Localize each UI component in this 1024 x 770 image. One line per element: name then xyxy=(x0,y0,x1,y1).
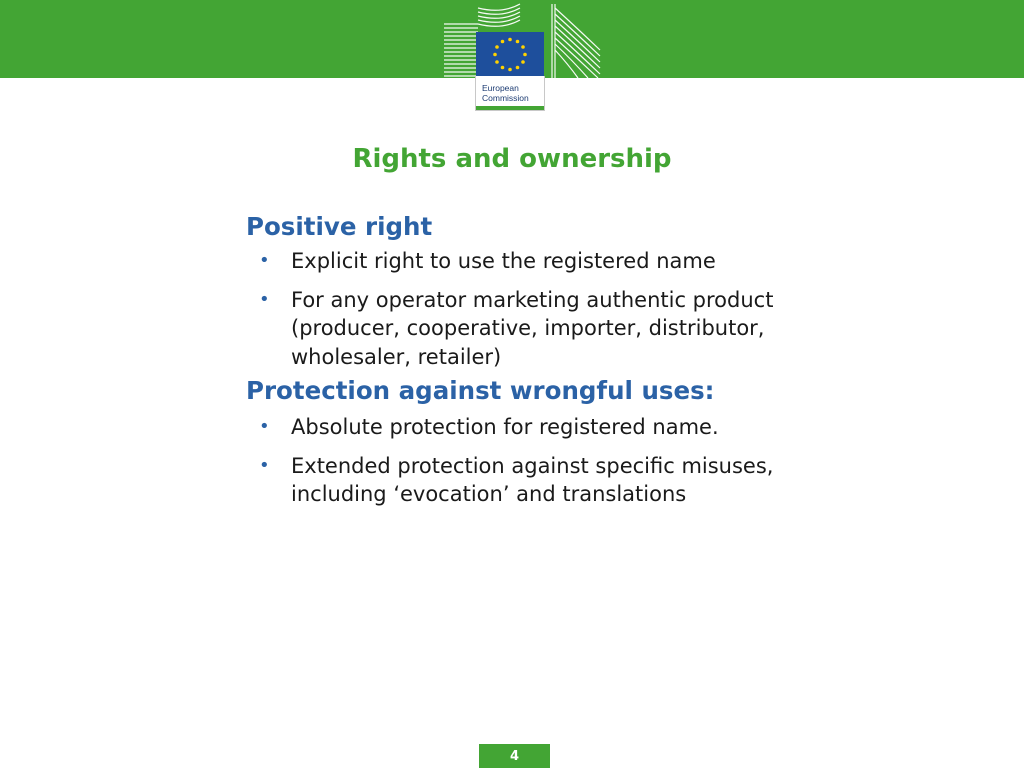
logo-label-box xyxy=(475,76,545,111)
list-item xyxy=(246,286,806,372)
logo-underline xyxy=(476,106,544,110)
bullet-list-positive-right xyxy=(246,247,806,371)
slide-content xyxy=(246,210,806,509)
bullet-text: Explicit right to use the registered name xyxy=(291,249,716,273)
bullet-icon: • xyxy=(259,288,270,310)
logo-text-line2: Commission xyxy=(482,93,529,103)
section-heading-positive-right: Positive right xyxy=(246,212,433,241)
bullet-icon: • xyxy=(259,416,270,437)
bullet-text: Extended protection against specific misuses, including ‘evocation’ and translations xyxy=(291,453,774,506)
section-heading-protection: Protection against wrongful uses: xyxy=(246,376,715,405)
berlaymont-building-icon xyxy=(442,0,602,80)
bullet-list-protection xyxy=(246,413,806,509)
bullet-text: Absolute protection for registered name. xyxy=(291,415,719,439)
bullet-text: For any operator marketing authentic product (producer, cooperative, importer, distributor, wholesaler, retailer) xyxy=(291,287,774,369)
bullet-icon: • xyxy=(259,250,270,271)
list-item xyxy=(246,247,806,276)
european-commission-logo xyxy=(442,0,602,112)
page-number: 4 xyxy=(479,744,550,768)
list-item xyxy=(246,413,806,442)
bullet-icon: • xyxy=(259,454,270,476)
list-item xyxy=(246,452,806,509)
logo-text-line1: European xyxy=(482,83,519,93)
slide-title: Rights and ownership xyxy=(352,144,672,174)
